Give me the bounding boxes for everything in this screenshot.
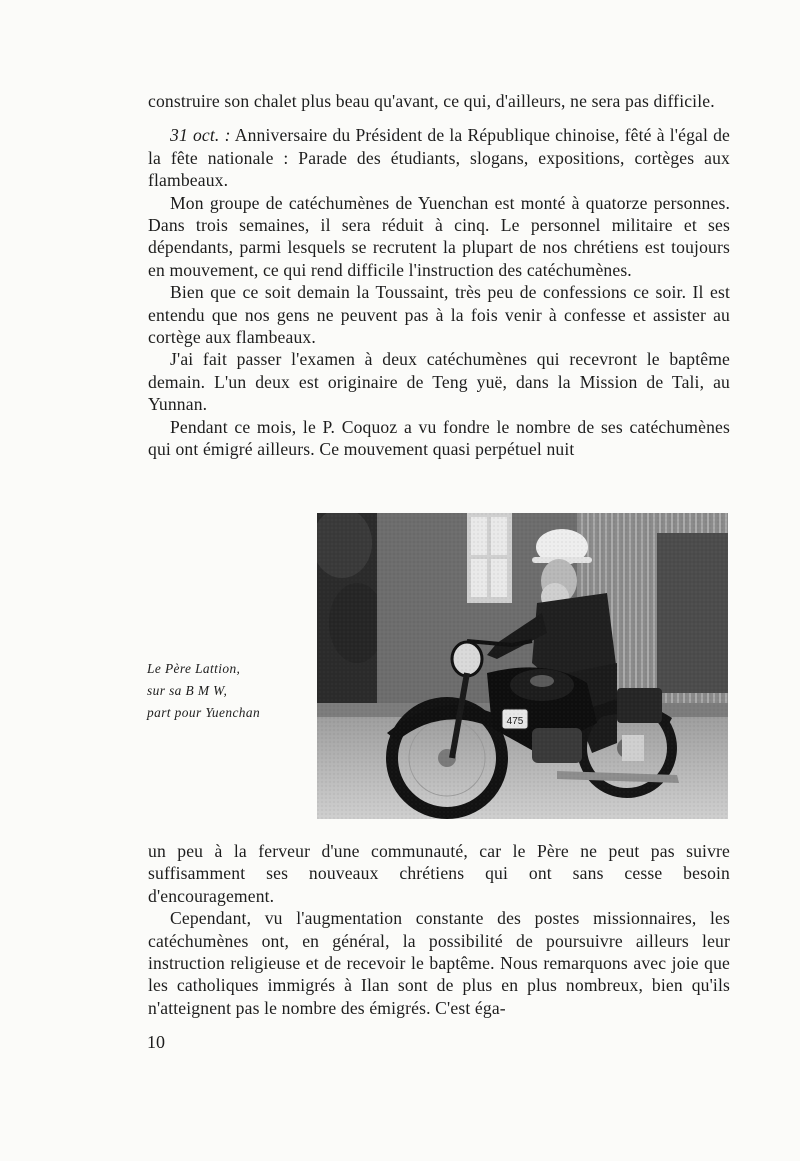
paragraph-examen: J'ai fait passer l'examen à deux catéchumènes qui recevront le baptême demain. L'un deux est originaire de Teng yuë, dans la Mission de Tali, au Yunnan. <box>148 349 730 415</box>
date-label: 31 oct. : <box>170 125 231 146</box>
text-block-bottom <box>148 840 730 1019</box>
paragraph-continuation-bottom: un peu à la ferveur d'une communauté, car le Père ne peut pas suivre suffisamment ses nouveaux chrétiens qui ont sans cesse besoin d'encouragement. <box>148 841 730 906</box>
motorcycle-photo-illustration <box>317 513 728 819</box>
paragraph-31-oct <box>148 124 730 191</box>
paragraph-toussaint: Bien que ce soit demain la Toussaint, très peu de confessions ce soir. Il est entendu que nos gens ne peuvent pas à la fois venir à confesse et assister au cortège aux flambeaux. <box>148 282 730 348</box>
paragraph-catechumens-group: Mon groupe de catéchumènes de Yuenchan est monté à quatorze personnes. Dans trois semaines, il sera réduit à cinq. Le personnel militaire et ses dépendants, parmi lesquels se recrutent la plupart de nos chrétiens est toujours en mouvement, ce qui rend difficile l'instruction des catéchumènes. <box>148 192 730 280</box>
motorcycle-photo <box>317 513 728 819</box>
caption-line-1: Le Père Lattion, <box>147 661 241 676</box>
caption-line-3: part pour Yuenchan <box>147 705 261 720</box>
paragraph-coquoz: Pendant ce mois, le P. Coquoz a vu fondre le nombre de ses catéchumènes qui ont émigré ailleurs. Ce mouvement quasi perpétuel nuit <box>148 416 730 460</box>
paragraph-continuation: construire son chalet plus beau qu'avant, ce qui, d'ailleurs, ne sera pas difficile. <box>148 91 715 111</box>
paragraph-31-oct-text: Anniversaire du Président de la République chinoise, fêté à l'égal de la fête nationale : Parade des étudiants, slogans, expositions, cortèges aux flambeaux. <box>148 125 731 191</box>
photo-caption <box>147 658 307 724</box>
page-number: 10 <box>147 1032 165 1052</box>
caption-line-2: sur sa B M W, <box>147 683 228 698</box>
text-block-top <box>148 90 730 461</box>
paragraph-cependant: Cependant, vu l'augmentation constante des postes missionnaires, les catéchumènes ont, en général, la possibilité de poursuivre ailleurs leur instruction religieuse et de recevoir le baptême. Nous remarquons avec joie que les catholiques immigrés à Ilan sont de plus en plus nombreux, bien qu'ils n'atteignent pas le nombre des émigrés. C'est éga- <box>148 908 730 1018</box>
